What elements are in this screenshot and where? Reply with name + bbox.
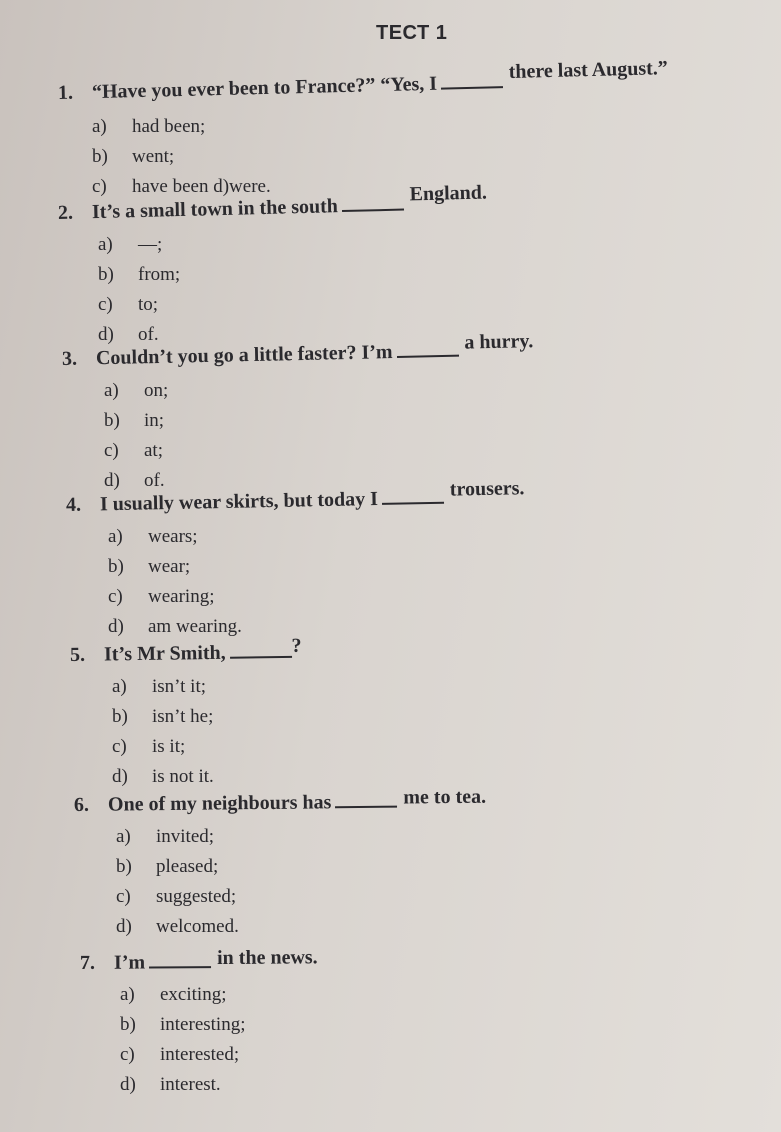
option-c[interactable]: c) at;	[104, 440, 163, 461]
question-text-end: ?	[291, 634, 302, 657]
options-2	[98, 230, 180, 350]
option-b[interactable]: b) pleased;	[116, 856, 219, 877]
answer-blank	[149, 952, 211, 968]
question-text-end: England.	[409, 181, 488, 206]
question-number: 1.	[57, 81, 74, 104]
option-a[interactable]: a) isn’t it;	[112, 676, 207, 697]
question-5	[69, 634, 302, 667]
option-c[interactable]: c) wearing;	[108, 586, 215, 607]
question-text: It’s Mr Smith,	[103, 641, 226, 666]
option-a[interactable]: a) exciting;	[120, 984, 227, 1005]
options-4	[108, 522, 242, 642]
option-c[interactable]: c) to;	[98, 294, 159, 315]
options-5	[112, 672, 214, 792]
option-a[interactable]: a) —;	[98, 234, 163, 255]
question-text-end: trousers.	[449, 477, 525, 501]
options-3	[104, 376, 168, 496]
question-text: One of my neighbours has	[107, 791, 332, 816]
option-d[interactable]: d) welcomed.	[116, 916, 239, 937]
question-number: 4.	[65, 493, 82, 516]
option-d[interactable]: d) am wearing.	[108, 616, 242, 637]
answer-blank	[335, 792, 397, 809]
option-d[interactable]: d) interest.	[120, 1074, 221, 1095]
question-number: 7.	[79, 951, 96, 974]
option-b[interactable]: b) went;	[92, 146, 175, 167]
options-7	[120, 980, 245, 1100]
option-b[interactable]: b) from;	[98, 264, 181, 285]
question-number: 6.	[73, 793, 90, 816]
option-b[interactable]: b) interesting;	[120, 1014, 246, 1035]
options-6	[116, 822, 239, 942]
question-1	[57, 57, 669, 105]
option-d[interactable]: d) of.	[98, 324, 159, 345]
question-text: I usually wear skirts, but today I	[99, 488, 379, 516]
question-text-end: me to tea.	[403, 785, 487, 809]
option-b[interactable]: b) in;	[104, 410, 165, 431]
answer-blank	[230, 642, 292, 659]
option-b[interactable]: b) wear;	[108, 556, 191, 577]
option-c[interactable]: c) is it;	[112, 736, 186, 757]
question-number: 5.	[69, 643, 86, 666]
page-title: ТЕСТ 1	[376, 22, 448, 44]
question-6	[73, 785, 487, 817]
question-text: I’m	[113, 951, 146, 974]
question-text: It’s a small town in the south	[91, 195, 339, 224]
option-a[interactable]: a) had been;	[92, 116, 206, 137]
question-text-end: in the news.	[216, 946, 318, 970]
question-text: “Have you ever been to France?” “Yes, I	[91, 72, 438, 104]
options-1	[92, 112, 271, 202]
answer-blank	[396, 341, 458, 358]
answer-blank	[382, 488, 444, 505]
option-b[interactable]: b) isn’t he;	[112, 706, 214, 727]
option-a[interactable]: a) on;	[104, 380, 169, 401]
option-a[interactable]: a) wears;	[108, 526, 198, 547]
option-d[interactable]: d) is not it.	[112, 766, 214, 787]
question-text-end: there last August.”	[508, 57, 669, 83]
option-c[interactable]: c) have been d)were.	[92, 176, 271, 197]
answer-blank	[441, 72, 503, 90]
question-text: Couldn’t you go a little faster? I’m	[95, 341, 393, 370]
option-c[interactable]: c) suggested;	[116, 886, 237, 907]
answer-blank	[342, 195, 404, 213]
question-7	[79, 946, 318, 975]
option-c[interactable]: c) interested;	[120, 1044, 240, 1065]
option-d[interactable]: d) of.	[104, 470, 165, 491]
question-text-end: a hurry.	[464, 330, 534, 354]
question-number: 2.	[57, 201, 74, 224]
question-number: 3.	[61, 347, 78, 370]
option-a[interactable]: a) invited;	[116, 826, 215, 847]
